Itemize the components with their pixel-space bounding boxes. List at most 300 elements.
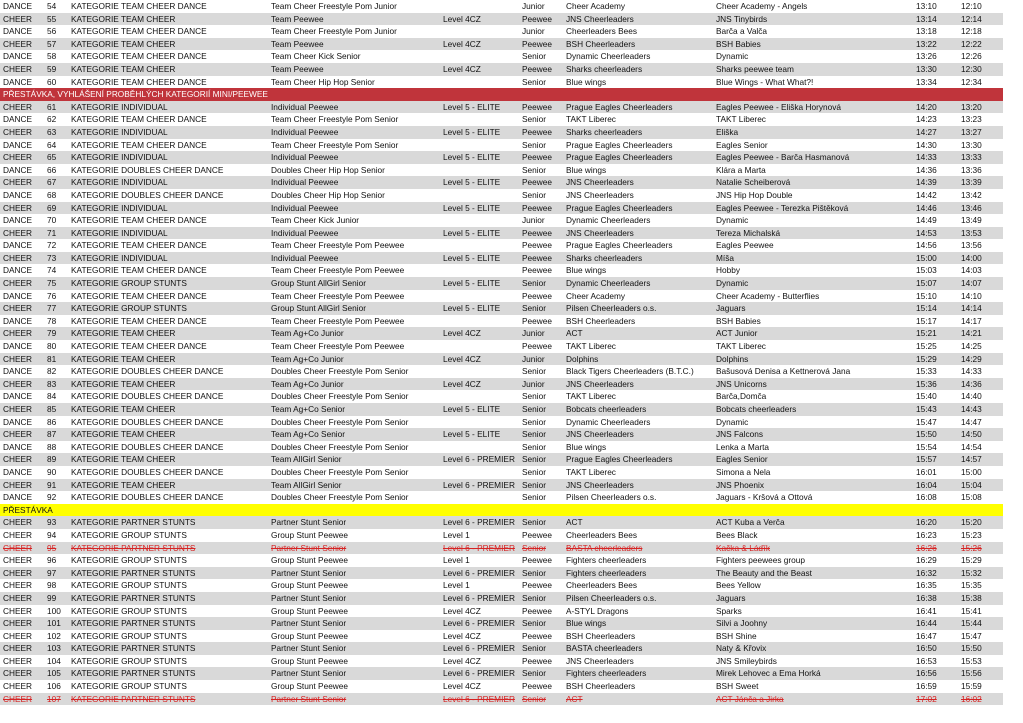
type-cell: DANCE — [3, 215, 33, 226]
level-cell: Level 6 - PREMIER — [443, 592, 515, 603]
level-cell: Level 4CZ — [443, 605, 481, 616]
table-row — [0, 491, 1003, 504]
table-row — [0, 202, 1003, 215]
club-cell: JNS Cheerleaders — [566, 378, 634, 389]
time-cell: 14:30 — [916, 139, 937, 150]
division-cell: Senior — [522, 139, 546, 150]
level-cell: Level 6 - PREMIER — [443, 517, 515, 528]
discipline-cell: Team Cheer Freestyle Pom Peewee — [271, 341, 405, 352]
order-cell: 78 — [47, 315, 57, 326]
type-cell: CHEER — [3, 618, 33, 629]
division-cell: Peewee — [522, 290, 552, 301]
time-cell: 15:54 — [916, 441, 937, 452]
time-cell: 15:57 — [916, 454, 937, 465]
club-cell: BSH Cheerleaders — [566, 681, 636, 692]
level-cell: Level 1 — [443, 555, 470, 566]
club-cell: JNS Cheerleaders — [566, 227, 634, 238]
alt-time-cell: 12:14 — [961, 13, 982, 24]
alt-time-cell: 14:40 — [961, 391, 982, 402]
table-row — [0, 139, 1003, 152]
order-cell: 56 — [47, 26, 57, 37]
type-cell: CHEER — [3, 517, 33, 528]
team-cell: Bašusová Denisa a Kettnerová Jana — [716, 366, 851, 377]
order-cell: 84 — [47, 391, 57, 402]
category-cell: KATEGORIE TEAM CHEER DANCE — [71, 76, 207, 87]
category-cell: KATEGORIE DOUBLES CHEER DANCE — [71, 466, 224, 477]
time-cell: 15:17 — [916, 315, 937, 326]
level-cell: Level 5 - ELITE — [443, 404, 501, 414]
alt-time-cell: 14:25 — [961, 341, 982, 352]
time-cell: 14:49 — [916, 215, 937, 226]
order-cell: 69 — [47, 202, 57, 213]
alt-time-cell: 14:21 — [961, 328, 982, 339]
category-cell: KATEGORIE TEAM CHEER DANCE — [71, 1, 207, 11]
order-cell: 95 — [47, 542, 57, 553]
order-cell: 105 — [47, 668, 61, 679]
division-cell: Peewee — [522, 555, 552, 566]
team-cell: Eagles Peewee - Terezka Pištěková — [716, 202, 849, 213]
order-cell: 85 — [47, 404, 57, 414]
club-cell: JNS Cheerleaders — [566, 479, 634, 490]
level-cell: Level 6 - PREMIER — [443, 542, 515, 553]
division-cell: Senior — [522, 164, 546, 175]
team-cell: Jaguars — [716, 592, 746, 603]
team-cell: Tereza Michalská — [716, 227, 781, 238]
discipline-cell: Team Cheer Freestyle Pom Senior — [271, 114, 399, 125]
category-cell: KATEGORIE GROUP STUNTS — [71, 303, 187, 314]
order-cell: 61 — [47, 101, 57, 112]
order-cell: 106 — [47, 681, 61, 692]
type-cell: CHEER — [3, 693, 33, 704]
order-cell: 79 — [47, 328, 57, 339]
club-cell: Prague Eagles Cheerleaders — [566, 101, 673, 112]
alt-time-cell: 15:04 — [961, 479, 982, 490]
discipline-cell: Group Stunt Peewee — [271, 605, 349, 616]
club-cell: ACT — [566, 328, 583, 339]
time-cell: 13:18 — [916, 26, 937, 37]
team-cell: Barča a Valča — [716, 26, 768, 37]
level-cell: Level 6 - PREMIER — [443, 618, 515, 629]
time-cell: 16:56 — [916, 668, 937, 679]
time-cell: 16:32 — [916, 567, 937, 578]
category-cell: KATEGORIE GROUP STUNTS — [71, 278, 187, 289]
order-cell: 87 — [47, 429, 57, 440]
alt-time-cell: 14:03 — [961, 265, 982, 276]
discipline-cell: Team Cheer Freestyle Pom Senior — [271, 139, 399, 150]
alt-time-cell: 15:26 — [961, 542, 982, 553]
type-cell: DANCE — [3, 341, 33, 352]
table-row — [0, 252, 1003, 265]
discipline-cell: Team Cheer Freestyle Pom Junior — [271, 26, 397, 37]
type-cell: CHEER — [3, 152, 33, 163]
division-cell: Senior — [522, 429, 546, 440]
order-cell: 89 — [47, 454, 57, 465]
type-cell: DANCE — [3, 240, 33, 251]
break-banner: PŘESTÁVKA — [0, 504, 1003, 517]
discipline-cell: Group Stunt Peewee — [271, 555, 349, 566]
level-cell: Level 5 - ELITE — [443, 278, 501, 289]
level-cell: Level 4CZ — [443, 353, 481, 364]
division-cell: Senior — [522, 366, 546, 377]
discipline-cell: Group Stunt Peewee — [271, 630, 349, 641]
discipline-cell: Doubles Cheer Freestyle Pom Senior — [271, 366, 409, 377]
time-cell: 15:33 — [916, 366, 937, 377]
alt-time-cell: 14:17 — [961, 315, 982, 326]
club-cell: Sharks cheerleaders — [566, 252, 643, 263]
team-cell: Silvi a Joohny — [716, 618, 768, 629]
club-cell: Cheer Academy — [566, 1, 626, 11]
division-cell: Peewee — [522, 580, 552, 591]
division-cell: Peewee — [522, 681, 552, 692]
alt-time-cell: 14:07 — [961, 278, 982, 289]
division-cell: Peewee — [522, 240, 552, 251]
type-cell: CHEER — [3, 177, 33, 188]
category-cell: KATEGORIE TEAM CHEER DANCE — [71, 51, 207, 62]
table-row — [0, 390, 1003, 403]
table-row — [0, 353, 1003, 366]
discipline-cell: Doubles Cheer Hip Hop Senior — [271, 189, 385, 200]
table-row — [0, 214, 1003, 227]
team-cell: The Beauty and the Beast — [716, 567, 812, 578]
time-cell: 14:20 — [916, 101, 937, 112]
type-cell: DANCE — [3, 76, 33, 87]
type-cell: CHEER — [3, 643, 33, 654]
level-cell: Level 4CZ — [443, 63, 481, 74]
club-cell: Prague Eagles Cheerleaders — [566, 202, 673, 213]
category-cell: KATEGORIE GROUP STUNTS — [71, 655, 187, 666]
team-cell: Lenka a Marta — [716, 441, 770, 452]
alt-time-cell: 13:23 — [961, 114, 982, 125]
discipline-cell: Team Cheer Freestyle Pom Peewee — [271, 290, 405, 301]
type-cell: DANCE — [3, 441, 33, 452]
club-cell: Cheerleaders Bees — [566, 580, 638, 591]
division-cell: Senior — [522, 542, 546, 553]
level-cell: Level 5 - ELITE — [443, 429, 501, 440]
team-cell: JNS Unicorns — [716, 378, 767, 389]
club-cell: Dynamic Cheerleaders — [566, 278, 651, 289]
alt-time-cell: 12:22 — [961, 38, 982, 49]
team-cell: Dynamic — [716, 215, 749, 226]
time-cell: 15:10 — [916, 290, 937, 301]
order-cell: 83 — [47, 378, 57, 389]
order-cell: 66 — [47, 164, 57, 175]
club-cell: Cheerleaders Bees — [566, 529, 638, 540]
type-cell: DANCE — [3, 114, 33, 125]
team-cell: ACT Junior — [716, 328, 758, 339]
alt-time-cell: 14:29 — [961, 353, 982, 364]
category-cell: KATEGORIE INDIVIDUAL — [71, 126, 168, 137]
category-cell: KATEGORIE INDIVIDUAL — [71, 177, 168, 188]
order-cell: 88 — [47, 441, 57, 452]
division-cell: Peewee — [522, 177, 552, 188]
category-cell: KATEGORIE TEAM CHEER DANCE — [71, 265, 207, 276]
category-cell: KATEGORIE GROUP STUNTS — [71, 630, 187, 641]
category-cell: KATEGORIE TEAM CHEER DANCE — [71, 240, 207, 251]
club-cell: Prague Eagles Cheerleaders — [566, 240, 673, 251]
discipline-cell: Team Cheer Freestyle Pom Peewee — [271, 240, 405, 251]
time-cell: 13:10 — [916, 1, 937, 11]
discipline-cell: Partner Stunt Senior — [271, 618, 347, 629]
alt-time-cell: 15:53 — [961, 655, 982, 666]
table-row — [0, 453, 1003, 466]
discipline-cell: Team AllGirl Senior — [271, 454, 342, 465]
team-cell: Sparks — [716, 605, 742, 616]
time-cell: 14:33 — [916, 152, 937, 163]
category-cell: KATEGORIE INDIVIDUAL — [71, 252, 168, 263]
table-row — [0, 340, 1003, 353]
alt-time-cell: 14:00 — [961, 252, 982, 263]
category-cell: KATEGORIE DOUBLES CHEER DANCE — [71, 391, 224, 402]
category-cell: KATEGORIE TEAM CHEER — [71, 13, 176, 24]
alt-time-cell: 13:30 — [961, 139, 982, 150]
division-cell: Peewee — [522, 605, 552, 616]
order-cell: 98 — [47, 580, 57, 591]
alt-time-cell: 14:57 — [961, 454, 982, 465]
alt-time-cell: 15:00 — [961, 466, 982, 477]
order-cell: 100 — [47, 605, 61, 616]
type-cell: CHEER — [3, 278, 33, 289]
order-cell: 71 — [47, 227, 57, 238]
discipline-cell: Team Ag+Co Junior — [271, 378, 344, 389]
discipline-cell: Individual Peewee — [271, 126, 339, 137]
time-cell: 15:14 — [916, 303, 937, 314]
order-cell: 63 — [47, 126, 57, 137]
order-cell: 81 — [47, 353, 57, 364]
time-cell: 16:20 — [916, 517, 937, 528]
team-cell: BSH Shine — [716, 630, 757, 641]
category-cell: KATEGORIE TEAM CHEER — [71, 63, 176, 74]
order-cell: 55 — [47, 13, 57, 24]
team-cell: Dynamic — [716, 51, 749, 62]
type-cell: DANCE — [3, 466, 33, 477]
division-cell: Senior — [522, 454, 546, 465]
type-cell: CHEER — [3, 668, 33, 679]
discipline-cell: Doubles Cheer Freestyle Pom Senior — [271, 441, 409, 452]
team-cell: Eagles Peewee - Eliška Horynová — [716, 101, 841, 112]
club-cell: Black Tigers Cheerleaders (B.T.C.) — [566, 366, 694, 377]
team-cell: Fighters peewees group — [716, 555, 806, 566]
time-cell: 15:40 — [916, 391, 937, 402]
table-row — [0, 277, 1003, 290]
discipline-cell: Partner Stunt Senior — [271, 668, 347, 679]
order-cell: 101 — [47, 618, 61, 629]
category-cell: KATEGORIE DOUBLES CHEER DANCE — [71, 441, 224, 452]
division-cell: Senior — [522, 416, 546, 427]
type-cell: CHEER — [3, 454, 33, 465]
level-cell: Level 5 - ELITE — [443, 202, 501, 213]
table-row-cancelled — [0, 693, 1003, 706]
level-cell: Level 5 - ELITE — [443, 101, 501, 112]
discipline-cell: Group Stunt Peewee — [271, 580, 349, 591]
category-cell: KATEGORIE TEAM CHEER — [71, 479, 176, 490]
level-cell: Level 6 - PREMIER — [443, 567, 515, 578]
discipline-cell: Group Stunt AllGirl Senior — [271, 278, 366, 289]
type-cell: DANCE — [3, 416, 33, 427]
division-cell: Senior — [522, 618, 546, 629]
club-cell: Blue wings — [566, 164, 607, 175]
table-row — [0, 479, 1003, 492]
type-cell: CHEER — [3, 252, 33, 263]
discipline-cell: Individual Peewee — [271, 227, 339, 238]
division-cell: Peewee — [522, 630, 552, 641]
level-cell: Level 4CZ — [443, 681, 481, 692]
alt-time-cell: 14:14 — [961, 303, 982, 314]
discipline-cell: Individual Peewee — [271, 252, 339, 263]
table-row — [0, 617, 1003, 630]
order-cell: 74 — [47, 265, 57, 276]
division-cell: Senior — [522, 303, 546, 314]
order-cell: 54 — [47, 1, 57, 11]
order-cell: 58 — [47, 51, 57, 62]
team-cell: Míša — [716, 252, 734, 263]
time-cell: 16:38 — [916, 592, 937, 603]
team-cell: Simona a Nela — [716, 466, 771, 477]
type-cell: DANCE — [3, 1, 33, 11]
discipline-cell: Team Cheer Freestyle Pom Peewee — [271, 265, 405, 276]
team-cell: JNS Falcons — [716, 429, 764, 440]
time-cell: 14:27 — [916, 126, 937, 137]
level-cell: Level 1 — [443, 580, 470, 591]
division-cell: Peewee — [522, 341, 552, 352]
order-cell: 72 — [47, 240, 57, 251]
type-cell: DANCE — [3, 189, 33, 200]
order-cell: 76 — [47, 290, 57, 301]
table-row — [0, 290, 1003, 303]
level-cell: Level 5 - ELITE — [443, 252, 501, 263]
division-cell: Junior — [522, 26, 545, 37]
order-cell: 94 — [47, 529, 57, 540]
level-cell: Level 5 - ELITE — [443, 177, 501, 188]
category-cell: KATEGORIE PARTNER STUNTS — [71, 567, 196, 578]
time-cell: 14:56 — [916, 240, 937, 251]
level-cell: Level 4CZ — [443, 655, 481, 666]
table-row — [0, 151, 1003, 164]
category-cell: KATEGORIE TEAM CHEER DANCE — [71, 26, 207, 37]
team-cell: ACT Jánča a Jirka — [716, 693, 784, 704]
discipline-cell: Team Cheer Freestyle Pom Junior — [271, 1, 397, 11]
type-cell: CHEER — [3, 555, 33, 566]
club-cell: Prague Eagles Cheerleaders — [566, 454, 673, 465]
type-cell: DANCE — [3, 315, 33, 326]
division-cell: Peewee — [522, 101, 552, 112]
table-row — [0, 76, 1003, 89]
type-cell: CHEER — [3, 13, 33, 24]
division-cell: Peewee — [522, 315, 552, 326]
team-cell: TAKT Liberec — [716, 341, 766, 352]
discipline-cell: Team Ag+Co Junior — [271, 328, 344, 339]
level-cell: Level 5 - ELITE — [443, 227, 501, 238]
time-cell: 15:36 — [916, 378, 937, 389]
time-cell: 15:21 — [916, 328, 937, 339]
club-cell: Bobcats cheerleaders — [566, 404, 647, 414]
alt-time-cell: 15:41 — [961, 605, 982, 616]
order-cell: 93 — [47, 517, 57, 528]
club-cell: BASTA cheerleaders — [566, 643, 643, 654]
table-row-cancelled — [0, 542, 1003, 555]
alt-time-cell: 13:42 — [961, 189, 982, 200]
order-cell: 62 — [47, 114, 57, 125]
time-cell: 15:03 — [916, 265, 937, 276]
time-cell: 15:07 — [916, 278, 937, 289]
discipline-cell: Team Peewee — [271, 63, 324, 74]
alt-time-cell: 15:47 — [961, 630, 982, 641]
table-row — [0, 554, 1003, 567]
alt-time-cell: 16:02 — [961, 693, 982, 704]
division-cell: Peewee — [522, 655, 552, 666]
club-cell: BASTA cheerleaders — [566, 542, 643, 553]
club-cell: Dynamic Cheerleaders — [566, 416, 651, 427]
club-cell: JNS Cheerleaders — [566, 177, 634, 188]
order-cell: 65 — [47, 152, 57, 163]
order-cell: 64 — [47, 139, 57, 150]
order-cell: 59 — [47, 63, 57, 74]
team-cell: ACT Kuba a Verča — [716, 517, 785, 528]
table-row — [0, 441, 1003, 454]
time-cell: 16:44 — [916, 618, 937, 629]
club-cell: TAKT Liberec — [566, 391, 616, 402]
team-cell: Sharks peewee team — [716, 63, 794, 74]
time-cell: 16:04 — [916, 479, 937, 490]
break-banner-awards: PŘESTÁVKA, VYHLÁŠENÍ PROBĚHLÝCH KATEGORIÍ MINI/PEEWEE — [0, 88, 1003, 101]
type-cell: CHEER — [3, 567, 33, 578]
time-cell: 16:47 — [916, 630, 937, 641]
table-row — [0, 605, 1003, 618]
time-cell: 16:26 — [916, 542, 937, 553]
order-cell: 90 — [47, 466, 57, 477]
club-cell: JNS Cheerleaders — [566, 13, 634, 24]
division-cell: Peewee — [522, 38, 552, 49]
table-row — [0, 378, 1003, 391]
division-cell: Senior — [522, 278, 546, 289]
discipline-cell: Group Stunt AllGirl Senior — [271, 303, 366, 314]
table-row — [0, 642, 1003, 655]
table-row — [0, 0, 1003, 13]
division-cell: Junior — [522, 215, 545, 226]
time-cell: 14:46 — [916, 202, 937, 213]
table-row — [0, 176, 1003, 189]
discipline-cell: Group Stunt Peewee — [271, 655, 349, 666]
type-cell: CHEER — [3, 630, 33, 641]
category-cell: KATEGORIE INDIVIDUAL — [71, 101, 168, 112]
division-cell: Peewee — [522, 252, 552, 263]
table-row — [0, 655, 1003, 668]
division-cell: Senior — [522, 51, 546, 62]
alt-time-cell: 15:50 — [961, 643, 982, 654]
order-cell: 67 — [47, 177, 57, 188]
level-cell: Level 4CZ — [443, 13, 481, 24]
club-cell: Blue wings — [566, 265, 607, 276]
time-cell: 13:14 — [916, 13, 937, 24]
discipline-cell: Team Cheer Hip Hop Senior — [271, 76, 375, 87]
division-cell: Senior — [522, 567, 546, 578]
team-cell: Barča,Domča — [716, 391, 767, 402]
alt-time-cell: 14:33 — [961, 366, 982, 377]
time-cell: 15:43 — [916, 404, 937, 414]
alt-time-cell: 15:29 — [961, 555, 982, 566]
time-cell: 16:53 — [916, 655, 937, 666]
type-cell: DANCE — [3, 26, 33, 37]
type-cell: CHEER — [3, 353, 33, 364]
club-cell: TAKT Liberec — [566, 466, 616, 477]
club-cell: Pilsen Cheerleaders o.s. — [566, 492, 657, 503]
order-cell: 77 — [47, 303, 57, 314]
alt-time-cell: 13:56 — [961, 240, 982, 251]
order-cell: 57 — [47, 38, 57, 49]
category-cell: KATEGORIE GROUP STUNTS — [71, 580, 187, 591]
table-row — [0, 403, 1003, 416]
alt-time-cell: 13:49 — [961, 215, 982, 226]
table-row — [0, 567, 1003, 580]
